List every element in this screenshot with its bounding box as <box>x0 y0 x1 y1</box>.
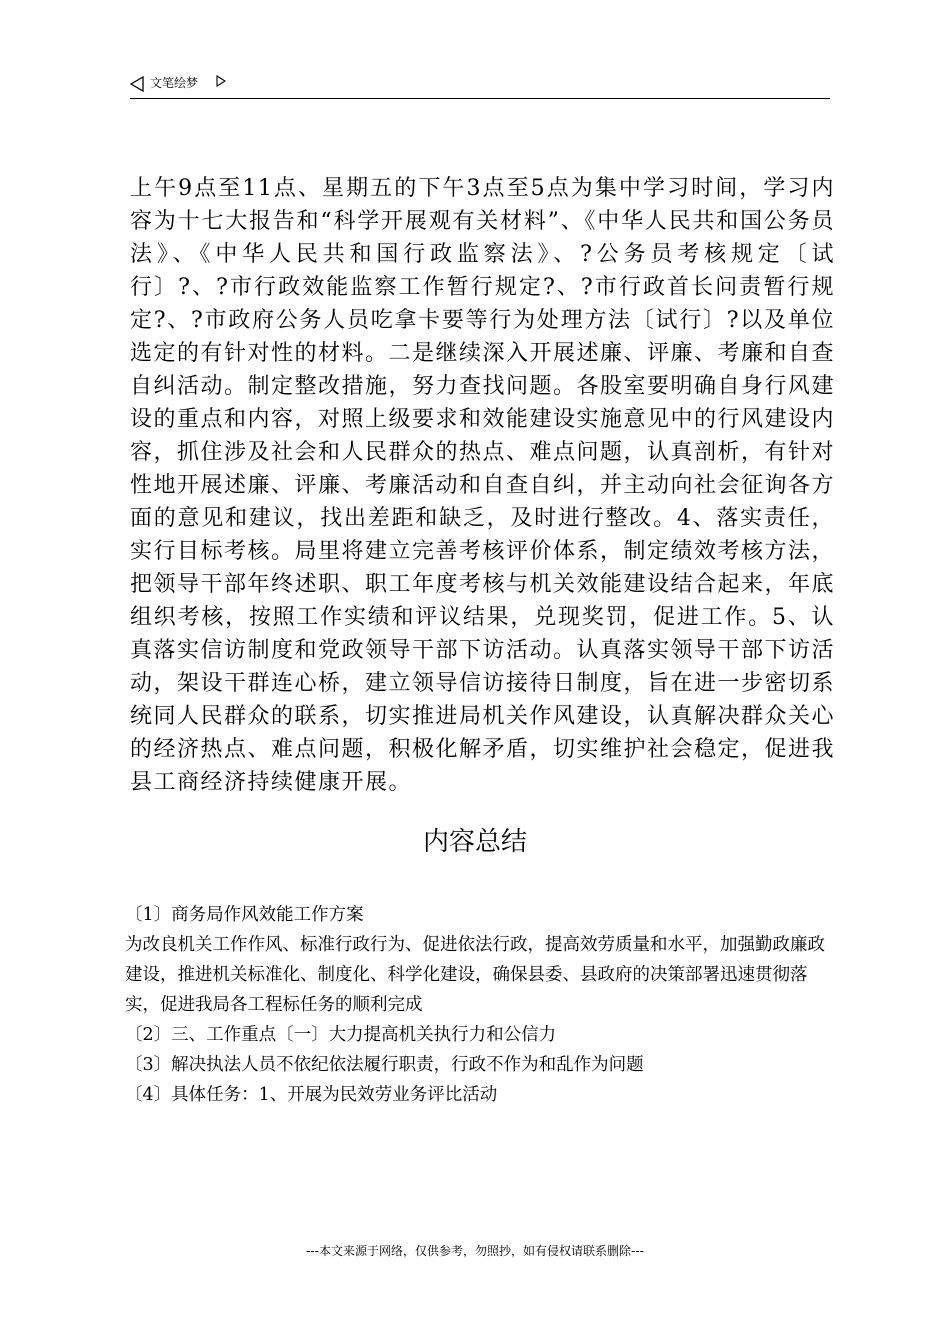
summary-item-3: 〔3〕解决执法人员不依纪依法履行职责，行政不作为和乱作为问题 <box>125 1055 644 1075</box>
summary-list <box>125 900 835 1110</box>
summary-item-2: 〔2〕三、工作重点〔一〕大力提高机关执行力和公信力 <box>125 1025 557 1045</box>
summary-item-1-detail: 为改良机关工作作风、标准行政行为、促进依法行政，提高效劳质量和水平，加强勤政廉政建设，推进机关标准化、制度化、科学化建设，确保县委、县政府的决策部署迅速贯彻落实，促进我局各工程标任务的顺利完成 <box>125 935 825 1015</box>
body-paragraph: 上午9点至11点、星期五的下午3点至5点为集中学习时间，学习内容为十七大报告和“科学开展观有关材料”、《中华人民共和国公务员法》、《中华人民共和国行政监察法》、?公务员考核规定〔试行〕?、?市行政效能监察工作暂行规定?、?市行政首长问责暂行规定?、?市政府公务人员吃拿卡要等行为处理方法〔试行〕?以及单位选定的有针对性的材料。二是继续深入开展述廉、评廉、考廉和自查自纠活动。制定整改措施，努力查找问题。各股室要明确自身行风建设的重点和内容，对照上级要求和效能建设实施意见中的行风建设内容，抓住涉及社会和人民群众的热点、难点问题，认真剖析，有针对性地开展述廉、评廉、考廉活动和自查自纠，并主动向社会征询各方面的意见和建议，找出差距和缺乏，及时进行整改。4、落实责任，实行目标考核。局里将建立完善考核评价体系，制定绩效考核方法，把领导干部年终述职、职工年度考核与机关效能建设结合起来，年底组织考核，按照工作实绩和评议结果，兑现奖罚，促进工作。5、认真落实信访制度和党政领导干部下访活动。认真落实领导干部下访活动，架设干群连心桥，建立领导信访接待日制度，旨在进一步密切系统同人民群众的联系，切实推进局机关作风建设，认真解决群众关心的经济热点、难点问题，积极化解矛盾，切实维护社会稳定，促进我县工商经济持续健康开展。 <box>130 176 836 795</box>
footer-disclaimer: ---本文来源于网络，仅供参考，勿照抄，如有侵权请联系删除--- <box>306 1244 644 1258</box>
summary-item-1: 〔1〕商务局作风效能工作方案 <box>125 905 364 925</box>
summary-title: 内容总结 <box>422 827 527 857</box>
header-brand: 文笔绘梦 <box>150 76 199 90</box>
summary-item-4: 〔4〕具体任务：1、开展为民效劳业务评比活动 <box>125 1085 498 1105</box>
page-header <box>130 72 830 99</box>
triangle-left-outline-icon <box>130 76 144 92</box>
triangle-right-outline-icon <box>216 75 226 87</box>
